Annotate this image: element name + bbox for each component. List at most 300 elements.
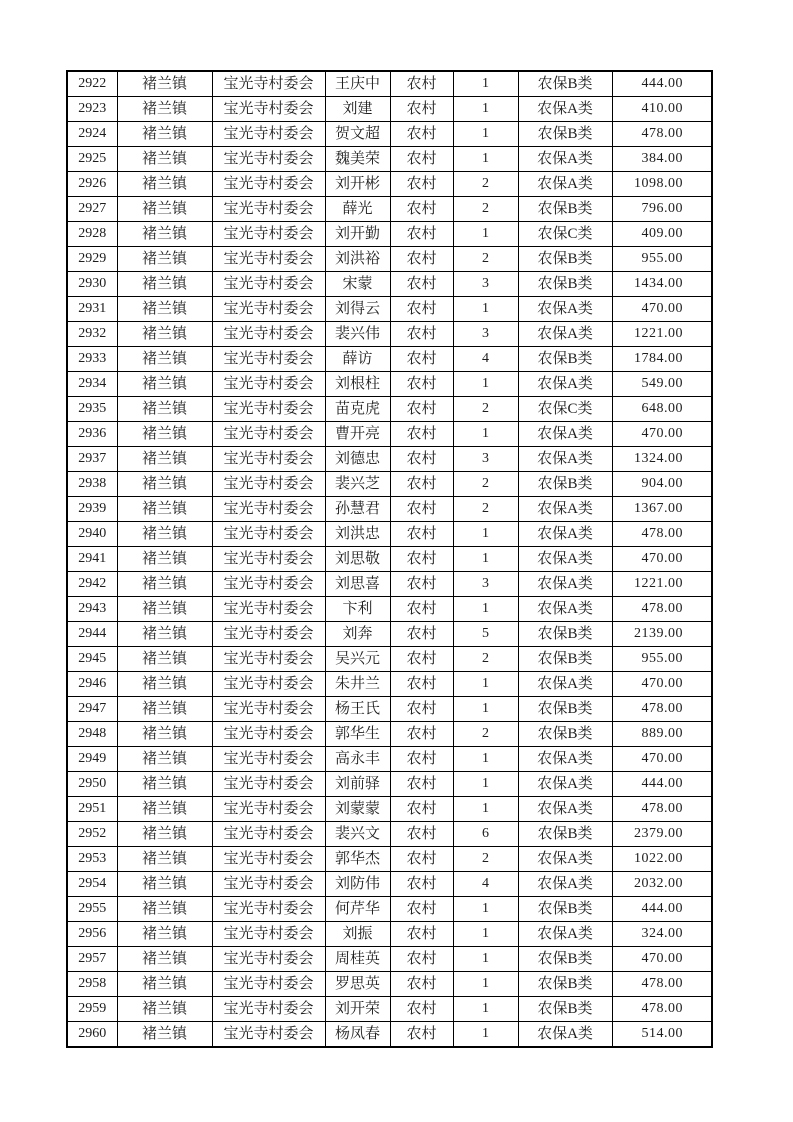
cell-village: 宝光寺村委会: [212, 872, 325, 897]
cell-town: 褚兰镇: [117, 447, 212, 472]
cell-name: 薛光: [325, 197, 390, 222]
cell-seq: 2940: [67, 522, 117, 547]
cell-name: 郭华生: [325, 722, 390, 747]
table-row: [67, 722, 712, 747]
cell-seq: 2938: [67, 472, 117, 497]
table-row: [67, 71, 712, 97]
cell-town: 褚兰镇: [117, 297, 212, 322]
table-row: [67, 97, 712, 122]
cell-insurance_type: 农保B类: [518, 822, 612, 847]
cell-seq: 2953: [67, 847, 117, 872]
cell-name: 刘得云: [325, 297, 390, 322]
cell-amount: 904.00: [612, 472, 712, 497]
cell-insurance_type: 农保A类: [518, 147, 612, 172]
table-row: [67, 847, 712, 872]
cell-seq: 2950: [67, 772, 117, 797]
table-row: [67, 447, 712, 472]
cell-category: 农村: [390, 722, 453, 747]
cell-amount: 470.00: [612, 422, 712, 447]
cell-category: 农村: [390, 122, 453, 147]
cell-amount: 470.00: [612, 297, 712, 322]
cell-seq: 2956: [67, 922, 117, 947]
cell-name: 刘德忠: [325, 447, 390, 472]
table-row: [67, 197, 712, 222]
cell-name: 魏美荣: [325, 147, 390, 172]
cell-amount: 478.00: [612, 122, 712, 147]
table-row: [67, 897, 712, 922]
cell-seq: 2951: [67, 797, 117, 822]
cell-town: 褚兰镇: [117, 222, 212, 247]
cell-village: 宝光寺村委会: [212, 822, 325, 847]
cell-category: 农村: [390, 147, 453, 172]
cell-amount: 444.00: [612, 71, 712, 97]
cell-amount: 478.00: [612, 597, 712, 622]
cell-seq: 2947: [67, 697, 117, 722]
cell-insurance_type: 农保B类: [518, 697, 612, 722]
cell-name: 刘开勤: [325, 222, 390, 247]
cell-insurance_type: 农保A类: [518, 97, 612, 122]
cell-name: 贺文超: [325, 122, 390, 147]
cell-category: 农村: [390, 222, 453, 247]
cell-village: 宝光寺村委会: [212, 122, 325, 147]
cell-insurance_type: 农保A类: [518, 572, 612, 597]
cell-category: 农村: [390, 522, 453, 547]
cell-seq: 2957: [67, 947, 117, 972]
cell-seq: 2937: [67, 447, 117, 472]
cell-seq: 2928: [67, 222, 117, 247]
cell-name: 何芹华: [325, 897, 390, 922]
table-row: [67, 872, 712, 897]
cell-name: 刘思喜: [325, 572, 390, 597]
cell-insurance_type: 农保B类: [518, 722, 612, 747]
table-row: [67, 997, 712, 1022]
cell-village: 宝光寺村委会: [212, 947, 325, 972]
cell-count: 1: [453, 897, 518, 922]
cell-count: 1: [453, 797, 518, 822]
cell-category: 农村: [390, 972, 453, 997]
cell-village: 宝光寺村委会: [212, 572, 325, 597]
cell-town: 褚兰镇: [117, 122, 212, 147]
cell-insurance_type: 农保A类: [518, 297, 612, 322]
cell-name: 刘前驿: [325, 772, 390, 797]
cell-count: 3: [453, 272, 518, 297]
cell-amount: 470.00: [612, 547, 712, 572]
cell-insurance_type: 农保B类: [518, 972, 612, 997]
cell-insurance_type: 农保B类: [518, 647, 612, 672]
cell-insurance_type: 农保B类: [518, 122, 612, 147]
cell-count: 1: [453, 1022, 518, 1048]
table-row: [67, 472, 712, 497]
cell-seq: 2931: [67, 297, 117, 322]
cell-town: 褚兰镇: [117, 947, 212, 972]
cell-village: 宝光寺村委会: [212, 1022, 325, 1048]
cell-category: 农村: [390, 947, 453, 972]
table-row: [67, 1022, 712, 1048]
cell-category: 农村: [390, 672, 453, 697]
cell-village: 宝光寺村委会: [212, 272, 325, 297]
cell-village: 宝光寺村委会: [212, 647, 325, 672]
table-row: [67, 347, 712, 372]
cell-town: 褚兰镇: [117, 497, 212, 522]
cell-name: 刘根柱: [325, 372, 390, 397]
cell-village: 宝光寺村委会: [212, 522, 325, 547]
cell-town: 褚兰镇: [117, 747, 212, 772]
table-row: [67, 322, 712, 347]
cell-village: 宝光寺村委会: [212, 622, 325, 647]
cell-seq: 2934: [67, 372, 117, 397]
cell-category: 农村: [390, 197, 453, 222]
cell-seq: 2942: [67, 572, 117, 597]
cell-insurance_type: 农保C类: [518, 222, 612, 247]
cell-village: 宝光寺村委会: [212, 322, 325, 347]
cell-name: 刘洪忠: [325, 522, 390, 547]
cell-village: 宝光寺村委会: [212, 372, 325, 397]
cell-insurance_type: 农保B类: [518, 622, 612, 647]
cell-seq: 2960: [67, 1022, 117, 1048]
cell-category: 农村: [390, 347, 453, 372]
cell-name: 高永丰: [325, 747, 390, 772]
cell-count: 3: [453, 322, 518, 347]
cell-category: 农村: [390, 472, 453, 497]
table-row: [67, 622, 712, 647]
cell-seq: 2933: [67, 347, 117, 372]
cell-amount: 1324.00: [612, 447, 712, 472]
cell-amount: 1221.00: [612, 322, 712, 347]
cell-name: 刘奔: [325, 622, 390, 647]
cell-seq: 2955: [67, 897, 117, 922]
cell-town: 褚兰镇: [117, 372, 212, 397]
cell-name: 周桂英: [325, 947, 390, 972]
cell-name: 裴兴芝: [325, 472, 390, 497]
cell-count: 2: [453, 397, 518, 422]
cell-category: 农村: [390, 422, 453, 447]
table-row: [67, 972, 712, 997]
cell-seq: 2952: [67, 822, 117, 847]
cell-village: 宝光寺村委会: [212, 772, 325, 797]
table-row: [67, 397, 712, 422]
cell-town: 褚兰镇: [117, 897, 212, 922]
cell-count: 1: [453, 997, 518, 1022]
cell-name: 刘振: [325, 922, 390, 947]
cell-village: 宝光寺村委会: [212, 497, 325, 522]
cell-amount: 1022.00: [612, 847, 712, 872]
table-row: [67, 522, 712, 547]
cell-town: 褚兰镇: [117, 822, 212, 847]
table-row: [67, 497, 712, 522]
cell-amount: 444.00: [612, 772, 712, 797]
cell-village: 宝光寺村委会: [212, 897, 325, 922]
cell-village: 宝光寺村委会: [212, 672, 325, 697]
cell-amount: 549.00: [612, 372, 712, 397]
cell-amount: 1221.00: [612, 572, 712, 597]
cell-name: 刘思敬: [325, 547, 390, 572]
cell-amount: 470.00: [612, 747, 712, 772]
cell-village: 宝光寺村委会: [212, 447, 325, 472]
benefit-roster-table: [66, 70, 713, 1048]
cell-seq: 2954: [67, 872, 117, 897]
cell-category: 农村: [390, 772, 453, 797]
cell-insurance_type: 农保A类: [518, 447, 612, 472]
cell-amount: 648.00: [612, 397, 712, 422]
table-row: [67, 547, 712, 572]
cell-town: 褚兰镇: [117, 722, 212, 747]
cell-insurance_type: 农保A类: [518, 372, 612, 397]
cell-insurance_type: 农保A类: [518, 797, 612, 822]
cell-insurance_type: 农保A类: [518, 422, 612, 447]
cell-count: 1: [453, 972, 518, 997]
cell-town: 褚兰镇: [117, 997, 212, 1022]
cell-village: 宝光寺村委会: [212, 972, 325, 997]
cell-seq: 2929: [67, 247, 117, 272]
cell-insurance_type: 农保C类: [518, 397, 612, 422]
cell-count: 3: [453, 447, 518, 472]
cell-town: 褚兰镇: [117, 347, 212, 372]
cell-count: 2: [453, 197, 518, 222]
cell-insurance_type: 农保A类: [518, 497, 612, 522]
cell-name: 苗克虎: [325, 397, 390, 422]
cell-category: 农村: [390, 497, 453, 522]
cell-seq: 2922: [67, 71, 117, 97]
cell-name: 裴兴伟: [325, 322, 390, 347]
cell-town: 褚兰镇: [117, 472, 212, 497]
cell-seq: 2935: [67, 397, 117, 422]
cell-count: 2: [453, 472, 518, 497]
cell-amount: 2139.00: [612, 622, 712, 647]
cell-insurance_type: 农保B类: [518, 272, 612, 297]
cell-amount: 889.00: [612, 722, 712, 747]
cell-insurance_type: 农保B类: [518, 71, 612, 97]
table-row: [67, 597, 712, 622]
cell-count: 2: [453, 247, 518, 272]
cell-village: 宝光寺村委会: [212, 747, 325, 772]
cell-name: 朱井兰: [325, 672, 390, 697]
cell-name: 刘洪裕: [325, 247, 390, 272]
cell-insurance_type: 农保A类: [518, 547, 612, 572]
cell-name: 杨凤春: [325, 1022, 390, 1048]
cell-insurance_type: 农保B类: [518, 897, 612, 922]
cell-town: 褚兰镇: [117, 522, 212, 547]
cell-insurance_type: 农保A类: [518, 747, 612, 772]
cell-seq: 2926: [67, 172, 117, 197]
cell-name: 刘开彬: [325, 172, 390, 197]
cell-town: 褚兰镇: [117, 572, 212, 597]
cell-category: 农村: [390, 597, 453, 622]
cell-village: 宝光寺村委会: [212, 697, 325, 722]
cell-town: 褚兰镇: [117, 797, 212, 822]
cell-insurance_type: 农保A类: [518, 847, 612, 872]
cell-category: 农村: [390, 897, 453, 922]
cell-insurance_type: 农保B类: [518, 347, 612, 372]
cell-name: 吴兴元: [325, 647, 390, 672]
cell-name: 王庆中: [325, 71, 390, 97]
cell-category: 农村: [390, 697, 453, 722]
cell-town: 褚兰镇: [117, 272, 212, 297]
cell-count: 1: [453, 147, 518, 172]
cell-amount: 410.00: [612, 97, 712, 122]
table-row: [67, 647, 712, 672]
cell-amount: 796.00: [612, 197, 712, 222]
table-row: [67, 422, 712, 447]
cell-seq: 2959: [67, 997, 117, 1022]
table-row: [67, 672, 712, 697]
cell-village: 宝光寺村委会: [212, 847, 325, 872]
cell-name: 郭华杰: [325, 847, 390, 872]
cell-amount: 444.00: [612, 897, 712, 922]
cell-amount: 1098.00: [612, 172, 712, 197]
cell-amount: 384.00: [612, 147, 712, 172]
cell-amount: 1367.00: [612, 497, 712, 522]
cell-amount: 1784.00: [612, 347, 712, 372]
table-row: [67, 297, 712, 322]
cell-village: 宝光寺村委会: [212, 147, 325, 172]
cell-town: 褚兰镇: [117, 647, 212, 672]
cell-count: 6: [453, 822, 518, 847]
cell-town: 褚兰镇: [117, 772, 212, 797]
cell-village: 宝光寺村委会: [212, 222, 325, 247]
table-row: [67, 272, 712, 297]
cell-seq: 2944: [67, 622, 117, 647]
cell-count: 1: [453, 747, 518, 772]
cell-seq: 2941: [67, 547, 117, 572]
cell-seq: 2925: [67, 147, 117, 172]
cell-village: 宝光寺村委会: [212, 172, 325, 197]
cell-count: 4: [453, 347, 518, 372]
cell-name: 裴兴文: [325, 822, 390, 847]
cell-village: 宝光寺村委会: [212, 922, 325, 947]
cell-category: 农村: [390, 922, 453, 947]
cell-town: 褚兰镇: [117, 922, 212, 947]
cell-category: 农村: [390, 847, 453, 872]
cell-amount: 478.00: [612, 972, 712, 997]
cell-count: 1: [453, 772, 518, 797]
cell-category: 农村: [390, 997, 453, 1022]
cell-category: 农村: [390, 247, 453, 272]
cell-count: 1: [453, 947, 518, 972]
cell-seq: 2923: [67, 97, 117, 122]
table-row: [67, 122, 712, 147]
cell-seq: 2930: [67, 272, 117, 297]
cell-count: 2: [453, 172, 518, 197]
cell-village: 宝光寺村委会: [212, 997, 325, 1022]
cell-name: 曹开亮: [325, 422, 390, 447]
table-row: [67, 797, 712, 822]
cell-village: 宝光寺村委会: [212, 472, 325, 497]
table-row: [67, 822, 712, 847]
cell-seq: 2932: [67, 322, 117, 347]
cell-count: 2: [453, 847, 518, 872]
cell-count: 1: [453, 422, 518, 447]
cell-amount: 409.00: [612, 222, 712, 247]
cell-name: 孙慧君: [325, 497, 390, 522]
table-row: [67, 747, 712, 772]
cell-count: 1: [453, 297, 518, 322]
table-row: [67, 247, 712, 272]
cell-village: 宝光寺村委会: [212, 397, 325, 422]
table-row: [67, 922, 712, 947]
cell-village: 宝光寺村委会: [212, 422, 325, 447]
cell-amount: 1434.00: [612, 272, 712, 297]
cell-insurance_type: 农保A类: [518, 1022, 612, 1048]
cell-name: 薛访: [325, 347, 390, 372]
cell-count: 4: [453, 872, 518, 897]
cell-count: 1: [453, 597, 518, 622]
cell-count: 1: [453, 522, 518, 547]
cell-village: 宝光寺村委会: [212, 71, 325, 97]
cell-seq: 2943: [67, 597, 117, 622]
cell-town: 褚兰镇: [117, 172, 212, 197]
cell-count: 1: [453, 222, 518, 247]
cell-insurance_type: 农保B类: [518, 472, 612, 497]
cell-count: 2: [453, 647, 518, 672]
table-row: [67, 147, 712, 172]
cell-count: 1: [453, 672, 518, 697]
cell-name: 刘建: [325, 97, 390, 122]
cell-count: 5: [453, 622, 518, 647]
cell-town: 褚兰镇: [117, 97, 212, 122]
cell-amount: 470.00: [612, 672, 712, 697]
cell-seq: 2939: [67, 497, 117, 522]
cell-town: 褚兰镇: [117, 1022, 212, 1048]
cell-town: 褚兰镇: [117, 397, 212, 422]
cell-count: 1: [453, 372, 518, 397]
table-row: [67, 697, 712, 722]
cell-seq: 2936: [67, 422, 117, 447]
cell-amount: 324.00: [612, 922, 712, 947]
cell-category: 农村: [390, 622, 453, 647]
table-row: [67, 372, 712, 397]
cell-count: 2: [453, 497, 518, 522]
cell-category: 农村: [390, 372, 453, 397]
cell-amount: 470.00: [612, 947, 712, 972]
table-row: [67, 772, 712, 797]
cell-seq: 2946: [67, 672, 117, 697]
cell-town: 褚兰镇: [117, 697, 212, 722]
cell-town: 褚兰镇: [117, 422, 212, 447]
cell-category: 农村: [390, 447, 453, 472]
cell-seq: 2958: [67, 972, 117, 997]
cell-village: 宝光寺村委会: [212, 347, 325, 372]
cell-count: 1: [453, 922, 518, 947]
cell-town: 褚兰镇: [117, 672, 212, 697]
cell-insurance_type: 农保B类: [518, 947, 612, 972]
cell-village: 宝光寺村委会: [212, 597, 325, 622]
cell-count: 2: [453, 722, 518, 747]
cell-town: 褚兰镇: [117, 71, 212, 97]
cell-seq: 2924: [67, 122, 117, 147]
cell-village: 宝光寺村委会: [212, 722, 325, 747]
cell-village: 宝光寺村委会: [212, 247, 325, 272]
cell-insurance_type: 农保A类: [518, 772, 612, 797]
cell-insurance_type: 农保A类: [518, 172, 612, 197]
benefit-table-body: [67, 71, 712, 1047]
cell-amount: 478.00: [612, 997, 712, 1022]
cell-category: 农村: [390, 572, 453, 597]
cell-category: 农村: [390, 297, 453, 322]
cell-town: 褚兰镇: [117, 322, 212, 347]
cell-count: 1: [453, 697, 518, 722]
cell-village: 宝光寺村委会: [212, 197, 325, 222]
cell-amount: 955.00: [612, 647, 712, 672]
cell-town: 褚兰镇: [117, 197, 212, 222]
cell-insurance_type: 农保A类: [518, 322, 612, 347]
cell-insurance_type: 农保B类: [518, 247, 612, 272]
cell-insurance_type: 农保B类: [518, 997, 612, 1022]
cell-amount: 478.00: [612, 697, 712, 722]
cell-insurance_type: 农保A类: [518, 522, 612, 547]
cell-village: 宝光寺村委会: [212, 297, 325, 322]
cell-category: 农村: [390, 272, 453, 297]
cell-insurance_type: 农保A类: [518, 597, 612, 622]
